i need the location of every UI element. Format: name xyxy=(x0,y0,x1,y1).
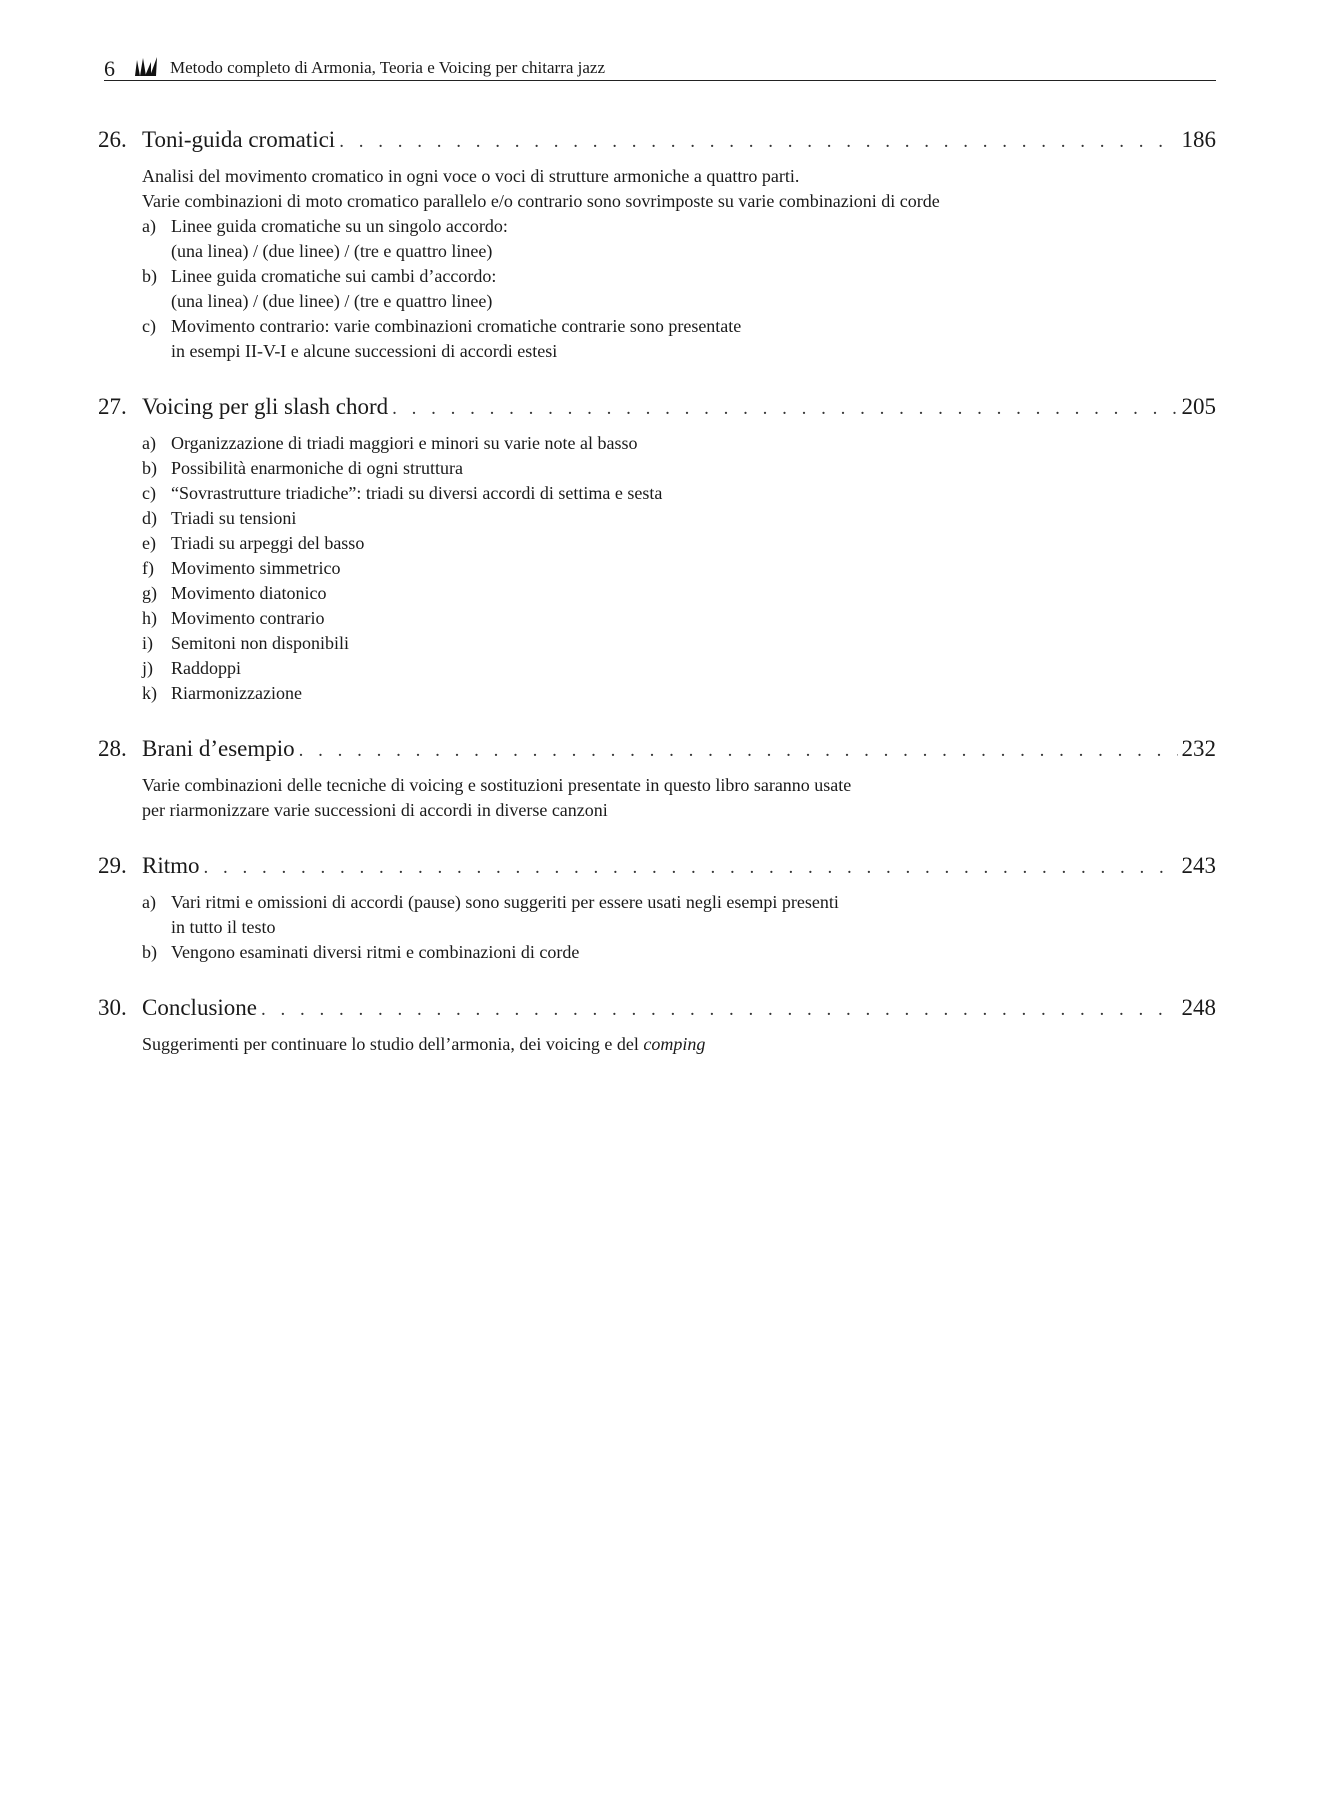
publisher-logo-icon xyxy=(134,56,158,76)
closing-text: Suggerimenti per continuare lo studio dell’armonia, dei voicing e del xyxy=(142,1034,639,1054)
list-item xyxy=(142,481,1216,506)
list-item xyxy=(142,556,1216,581)
item-text: Linee guida cromatiche su un singolo accordo: xyxy=(171,216,508,236)
chapter-number: 29. xyxy=(98,853,127,878)
description-line: Varie combinazioni delle tecniche di voicing e sostituzioni presentate in questo libro saranno usate xyxy=(142,775,852,795)
toc-entry-27 xyxy=(98,391,1216,706)
item-label: h) xyxy=(142,608,157,628)
item-text: Vari ritmi e omissioni di accordi (pause) sono suggeriti per essere usati negli esempi presenti xyxy=(171,892,839,912)
item-label: c) xyxy=(142,316,156,336)
list-item xyxy=(142,606,1216,631)
list-item xyxy=(142,431,1216,456)
description-line xyxy=(142,1032,1216,1057)
dot-leader xyxy=(204,852,1178,884)
item-label: b) xyxy=(142,266,157,286)
dot-leader xyxy=(299,735,1178,767)
dot-leader xyxy=(261,994,1178,1026)
item-label: a) xyxy=(142,216,156,236)
item-text: Possibilità enarmoniche di ogni struttura xyxy=(171,458,463,478)
chapter-page: 248 xyxy=(1181,995,1216,1020)
toc-entry-30 xyxy=(98,992,1216,1057)
running-header xyxy=(104,50,1216,81)
list-item xyxy=(142,506,1216,531)
list-item xyxy=(142,314,1216,339)
item-label: f) xyxy=(142,558,154,578)
toc-entry-heading[interactable] xyxy=(98,733,1216,767)
chapter-title: Ritmo xyxy=(142,853,200,878)
chapter-number: 30. xyxy=(98,995,127,1020)
list-item xyxy=(142,656,1216,681)
item-text: Movimento contrario xyxy=(171,608,325,628)
toc-entry-heading[interactable] xyxy=(98,391,1216,425)
item-label: b) xyxy=(142,458,157,478)
toc-entry-heading[interactable] xyxy=(98,850,1216,884)
chapter-description xyxy=(98,431,1216,706)
chapter-description xyxy=(98,164,1216,364)
chapter-description xyxy=(98,773,1216,823)
chapter-description xyxy=(98,890,1216,965)
dot-leader xyxy=(339,126,1177,158)
item-text: Linee guida cromatiche sui cambi d’accordo: xyxy=(171,266,497,286)
item-text: Vengono esaminati diversi ritmi e combinazioni di corde xyxy=(171,942,580,962)
chapter-title: Toni-guida cromatici xyxy=(142,127,336,152)
toc-entry-26 xyxy=(98,124,1216,364)
list-item xyxy=(142,264,1216,289)
toc-entry-heading[interactable] xyxy=(98,124,1216,158)
chapter-page: 186 xyxy=(1181,127,1216,152)
chapter-number: 26. xyxy=(98,127,127,152)
item-text: Riarmonizzazione xyxy=(171,683,302,703)
item-label: a) xyxy=(142,892,156,912)
page-number: 6 xyxy=(104,56,115,81)
list-item xyxy=(142,214,1216,239)
item-text: Triadi su tensioni xyxy=(171,508,297,528)
item-continuation: in esempi II-V-I e alcune successioni di accordi estesi xyxy=(171,341,558,361)
item-text: Raddoppi xyxy=(171,658,241,678)
table-of-contents xyxy=(98,124,1216,1084)
item-continuation: in tutto il testo xyxy=(171,917,276,937)
list-item xyxy=(142,890,1216,915)
item-text: Movimento contrario: varie combinazioni cromatiche contrarie sono presentate xyxy=(171,316,742,336)
item-text: “Sovrastrutture triadiche”: triadi su diversi accordi di settima e sesta xyxy=(171,483,663,503)
description-line: per riarmonizzare varie successioni di accordi in diverse canzoni xyxy=(142,800,608,820)
item-label: k) xyxy=(142,683,157,703)
item-text: Triadi su arpeggi del basso xyxy=(171,533,365,553)
item-continuation: (una linea) / (due linee) / (tre e quattro linee) xyxy=(171,241,493,261)
item-text: Movimento simmetrico xyxy=(171,558,341,578)
item-label: d) xyxy=(142,508,157,528)
running-title: Metodo completo di Armonia, Teoria e Voicing per chitarra jazz xyxy=(170,58,606,77)
chapter-title: Voicing per gli slash chord xyxy=(142,394,389,419)
chapter-title: Brani d’esempio xyxy=(142,736,295,761)
item-label: a) xyxy=(142,433,156,453)
item-label: g) xyxy=(142,583,157,603)
item-label: e) xyxy=(142,533,156,553)
chapter-number: 28. xyxy=(98,736,127,761)
description-line: Varie combinazioni di moto cromatico parallelo e/o contrario sono sovrimposte su varie combinazioni di corde xyxy=(142,191,940,211)
chapter-number: 27. xyxy=(98,394,127,419)
chapter-page: 232 xyxy=(1181,736,1216,761)
list-item xyxy=(142,531,1216,556)
description-line: Analisi del movimento cromatico in ogni voce o voci di strutture armoniche a quattro parti. xyxy=(142,166,800,186)
list-item xyxy=(142,581,1216,606)
closing-italic-term: comping xyxy=(643,1034,706,1054)
list-item xyxy=(142,456,1216,481)
list-item xyxy=(142,631,1216,656)
item-continuation: (una linea) / (due linee) / (tre e quattro linee) xyxy=(171,291,493,311)
chapter-description xyxy=(98,1032,1216,1057)
chapter-page: 243 xyxy=(1181,853,1216,878)
list-item xyxy=(142,681,1216,706)
item-text: Semitoni non disponibili xyxy=(171,633,350,653)
item-label: b) xyxy=(142,942,157,962)
item-text: Movimento diatonico xyxy=(171,583,327,603)
chapter-page: 205 xyxy=(1181,394,1216,419)
list-item xyxy=(142,940,1216,965)
toc-entry-heading[interactable] xyxy=(98,992,1216,1026)
toc-entry-29 xyxy=(98,850,1216,965)
dot-leader xyxy=(392,393,1177,425)
item-label: j) xyxy=(142,658,153,678)
toc-entry-28 xyxy=(98,733,1216,823)
item-label: i) xyxy=(142,633,153,653)
chapter-title: Conclusione xyxy=(142,995,257,1020)
item-text: Organizzazione di triadi maggiori e minori su varie note al basso xyxy=(171,433,638,453)
item-label: c) xyxy=(142,483,156,503)
